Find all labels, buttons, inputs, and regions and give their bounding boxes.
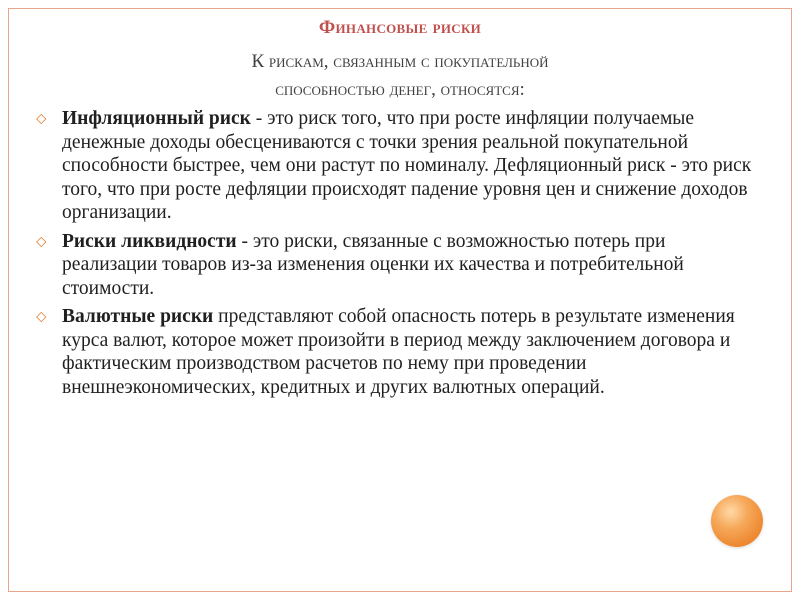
orange-circle-decoration: [711, 495, 763, 547]
bullet-text: - это риски, связанные с возможностью потерь при реализации товаров из-за изменения оценки их качества и потребительной стоимости.: [62, 230, 684, 299]
slide-title: Финансовые риски: [318, 17, 482, 38]
diamond-bullet-icon: ⬦: [36, 109, 47, 127]
bullet-list: [36, 107, 752, 404]
subtitle-line-1: К рискам, связанным с покупательной: [251, 50, 549, 72]
bullet-text: - это риск того, что при росте инфляции получаемые денежные доходы обесцениваются с точки зрения реальной покупательной способности быстрее, чем они растут по номиналу. Дефляционный риск - это риск того, что при росте дефляции происходят падение уровня цен и снижение доходов организации.: [62, 108, 752, 223]
diamond-bullet-icon: ⬦: [36, 231, 47, 250]
slide-subtitle: [0, 48, 800, 104]
bullet-term: Валютные риски: [62, 306, 214, 327]
bullet-item-liquidity: [36, 230, 752, 301]
bullet-term: Инфляционный риск: [62, 108, 251, 129]
diamond-bullet-icon: ⬦: [36, 307, 47, 325]
title-block: [0, 14, 800, 104]
subtitle-line-2: способностью денег, относятся:: [275, 78, 525, 100]
bullet-term: Риски ликвидности: [62, 230, 237, 252]
bullet-text: представляют собой опасность потерь в результате изменения курса валют, которое может произойти в период между заключением договора и фактическим производством расчетов по нему при проведении внешнеэкономических, кредитных и других валютных операций.: [62, 306, 735, 398]
bullet-item-inflation: [36, 107, 752, 225]
bullet-item-currency: [36, 305, 752, 399]
